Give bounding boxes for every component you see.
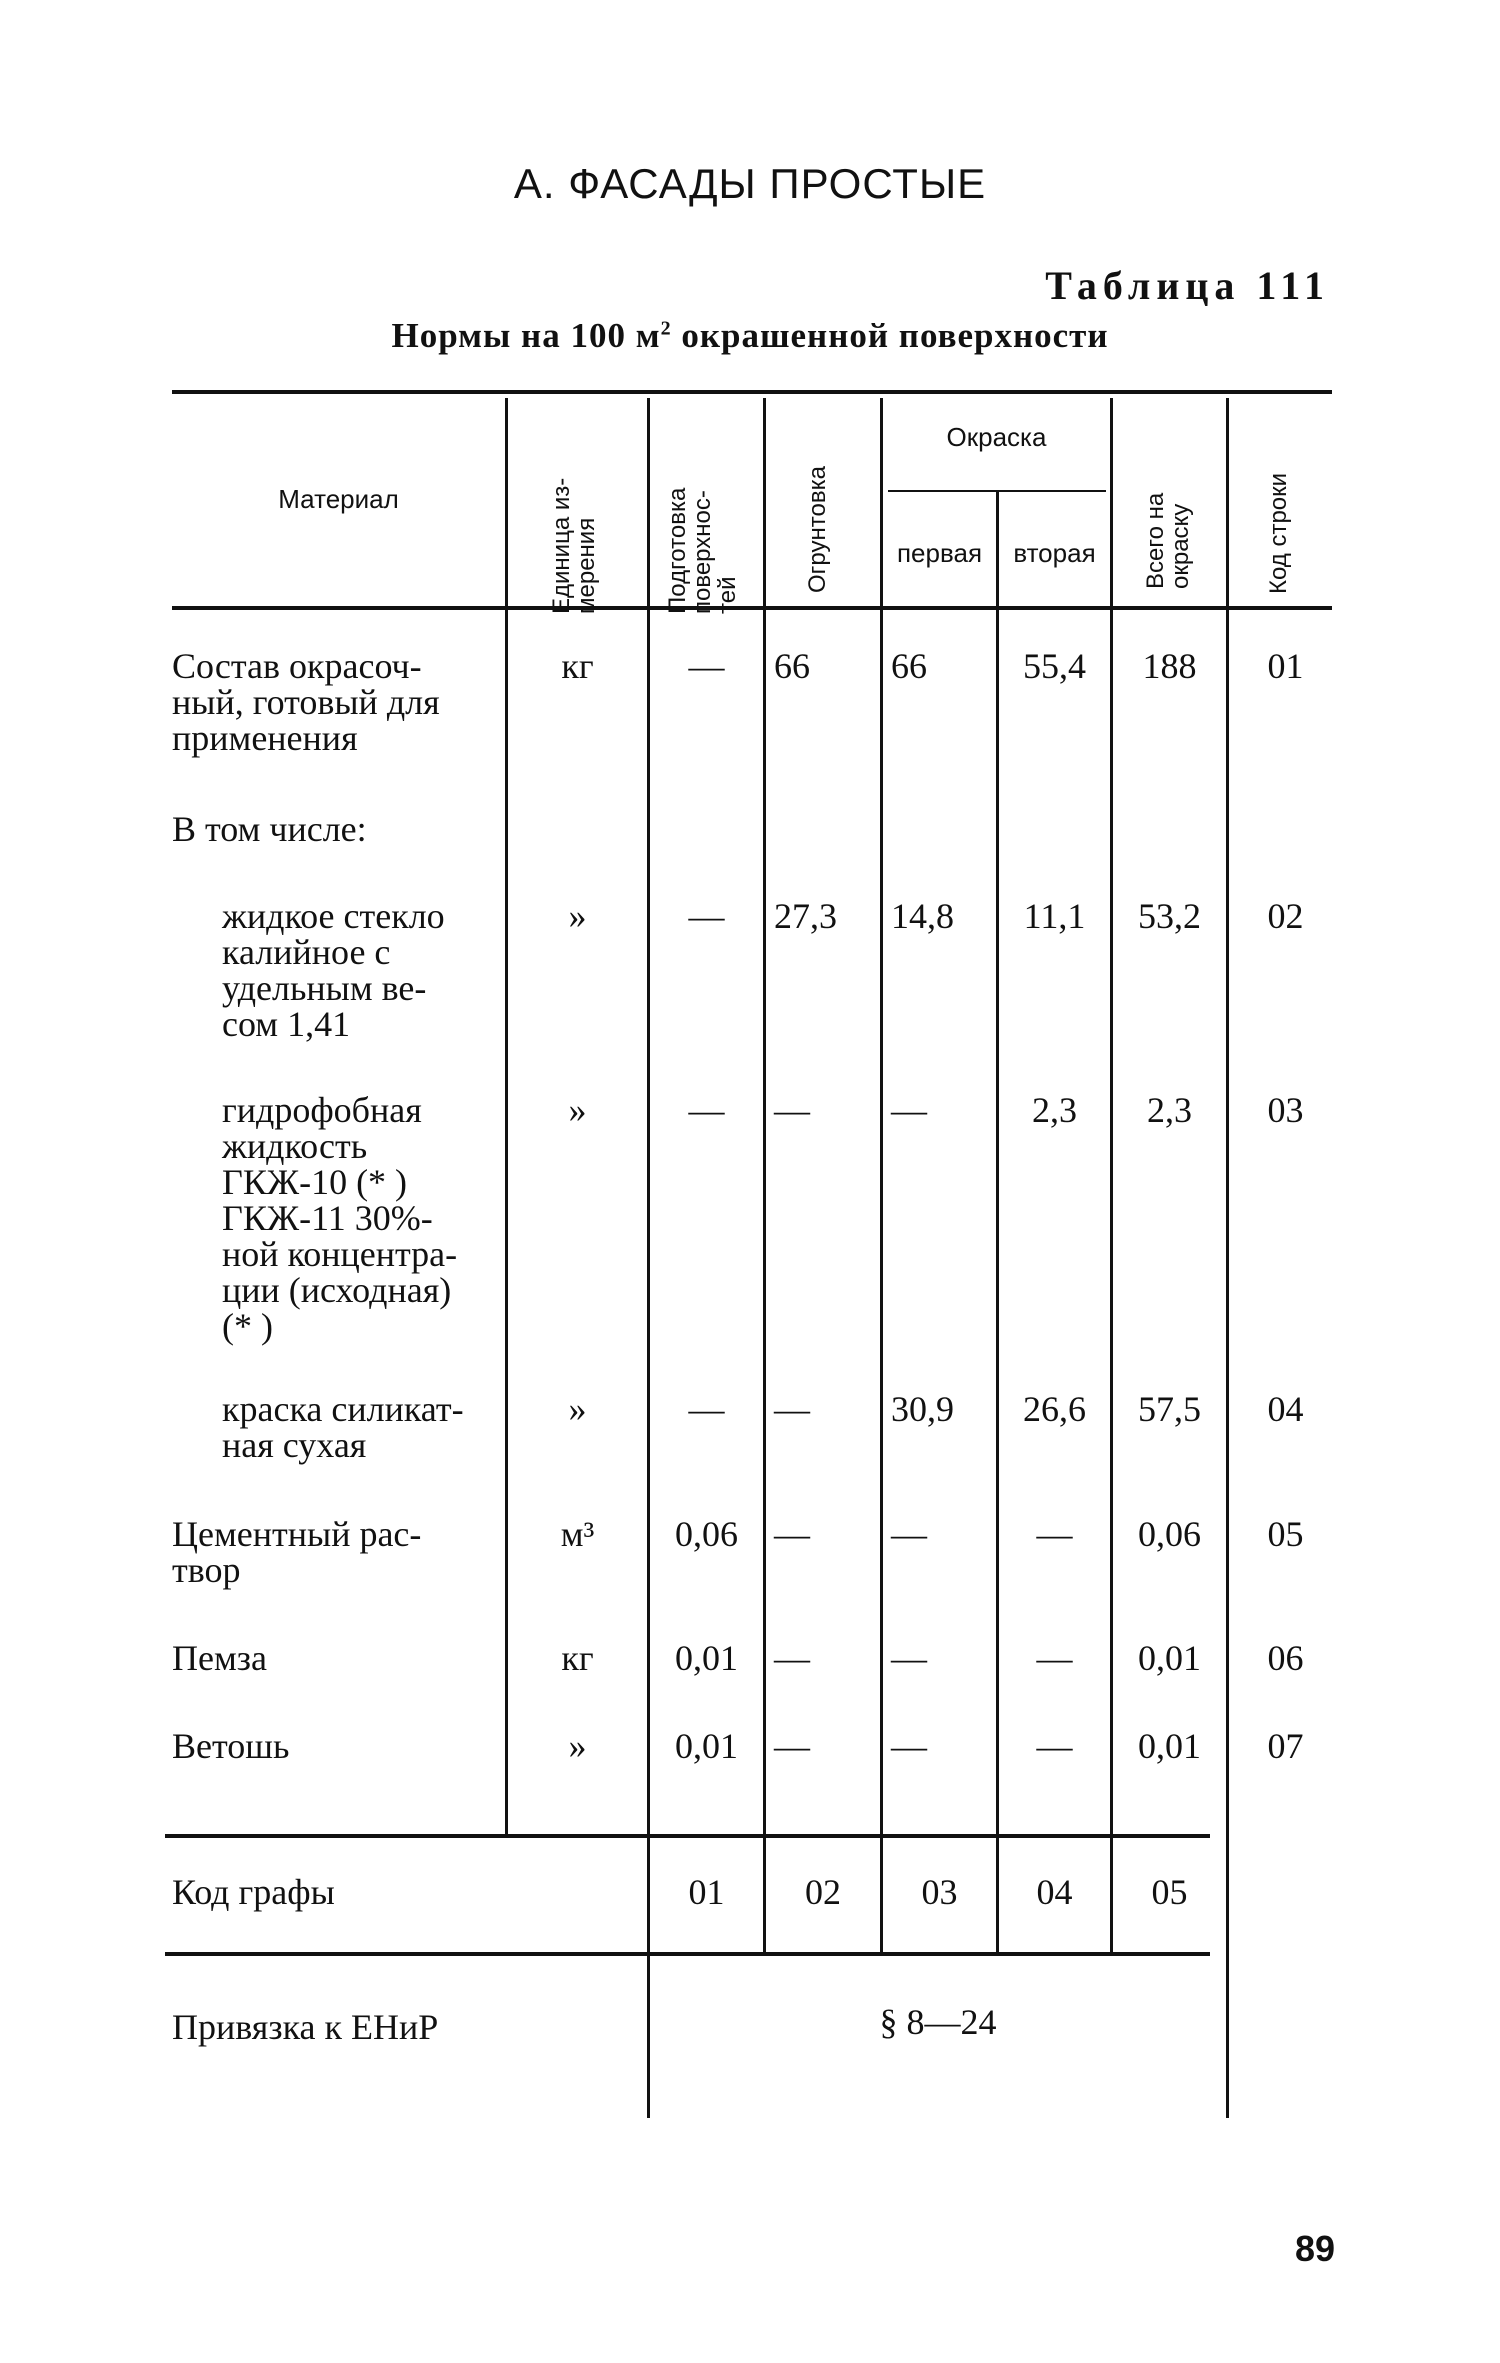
row-material: гидрофобная жидкость ГКЖ-10 (* ) ГКЖ-11 30%- ной концентра- ции (исходная) (* ) <box>222 1090 458 1346</box>
body-bottom-rule <box>165 1834 1210 1838</box>
header-bottom-rule <box>172 606 1332 610</box>
enir-label: Привязка к ЕНиР <box>172 2007 439 2047</box>
row-prep: — <box>688 1090 725 1130</box>
norms-caption-prefix: Нормы на 100 м <box>391 316 661 355</box>
row-total: 57,5 <box>1138 1389 1201 1429</box>
page-number: 89 <box>1294 2228 1335 2269</box>
column-codes-label: Код графы <box>172 1872 335 1912</box>
vline-first <box>880 398 883 1956</box>
row-material: краска силикат- ная сухая <box>222 1389 464 1465</box>
row-second: 26,6 <box>1023 1389 1086 1429</box>
row-material: Состав окрасоч- ный, готовый для применения <box>172 646 440 758</box>
header-second: вторая <box>1013 538 1096 568</box>
row-prep: 0,06 <box>675 1514 738 1554</box>
row-total: 0,06 <box>1138 1514 1201 1554</box>
header-painting: Окраска <box>946 422 1047 452</box>
row-primer: — <box>774 1514 810 1554</box>
row-primer: — <box>774 1726 810 1766</box>
row-prep: — <box>688 896 725 936</box>
row-code: 07 <box>1267 1726 1304 1766</box>
row-code: 02 <box>1267 896 1304 936</box>
column-code-value: 05 <box>1151 1872 1188 1912</box>
table-top-rule <box>172 390 1332 394</box>
row-total: 2,3 <box>1147 1090 1192 1130</box>
vline-primer <box>763 398 766 1956</box>
row-code: 06 <box>1267 1638 1304 1678</box>
header-primer: Огрунтовка <box>804 466 831 593</box>
header-material: Материал <box>278 484 399 514</box>
norms-caption-sup: 2 <box>660 317 672 340</box>
column-code-value: 02 <box>805 1872 841 1912</box>
column-code-value: 03 <box>921 1872 958 1912</box>
header-code: Код строки <box>1265 472 1292 594</box>
row-first: — <box>891 1090 927 1130</box>
table-label: Таблица 111 <box>1045 263 1330 308</box>
row-second: 2,3 <box>1032 1090 1077 1130</box>
row-total: 0,01 <box>1138 1638 1201 1678</box>
row-code: 01 <box>1267 646 1304 686</box>
row-prep: — <box>688 1389 725 1429</box>
row-primer: — <box>774 1638 810 1678</box>
row-prep: — <box>688 646 725 686</box>
header-unit: Единица из- мерения <box>548 477 600 614</box>
row-material: Цементный рас- твор <box>172 1514 422 1590</box>
row-second: — <box>1036 1638 1073 1678</box>
row-unit: » <box>568 1389 587 1429</box>
row-code: 05 <box>1267 1514 1304 1554</box>
header-total: Всего на окраску <box>1142 492 1194 589</box>
row-second: 55,4 <box>1023 646 1086 686</box>
row-unit: кг <box>561 646 594 686</box>
row-second: 11,1 <box>1023 896 1086 936</box>
section-title: А. ФАСАДЫ ПРОСТЫЕ <box>513 160 987 207</box>
header-first: первая <box>896 538 983 568</box>
row-total: 53,2 <box>1138 896 1201 936</box>
vline-total <box>1110 398 1113 1956</box>
header-prep: Подготовка поверхнос- тей <box>664 487 741 614</box>
row-unit: » <box>568 896 587 936</box>
row-unit: м³ <box>560 1514 595 1554</box>
row-total: 0,01 <box>1138 1726 1201 1766</box>
row-prep: 0,01 <box>675 1638 738 1678</box>
row-second: — <box>1036 1514 1073 1554</box>
row-prep: 0,01 <box>675 1726 738 1766</box>
row-material: жидкое стекло калийное с удельным ве- сом 1,41 <box>222 896 445 1044</box>
row-first: — <box>891 1726 927 1766</box>
norms-caption-suffix: окрашенной поверхности <box>671 316 1109 355</box>
row-primer: 27,3 <box>774 896 837 936</box>
enir-value: § 8—24 <box>879 2002 997 2042</box>
norms-caption <box>0 316 1500 356</box>
row-code: 04 <box>1267 1389 1304 1429</box>
row-total: 188 <box>1142 646 1197 686</box>
row-first: — <box>891 1514 927 1554</box>
row-material: Ветошь <box>172 1726 290 1766</box>
row-material: В том числе: <box>172 809 367 849</box>
row-first: 30,9 <box>891 1389 954 1429</box>
row-primer: — <box>774 1090 810 1130</box>
row-first: — <box>891 1638 927 1678</box>
row-primer: 66 <box>774 646 810 686</box>
row-first: 14,8 <box>891 896 954 936</box>
codes-bottom-rule <box>165 1952 1210 1956</box>
row-primer: — <box>774 1389 810 1429</box>
row-second: — <box>1036 1726 1073 1766</box>
row-first: 66 <box>891 646 927 686</box>
row-material: Пемза <box>172 1638 267 1678</box>
column-code-value: 04 <box>1036 1872 1073 1912</box>
row-unit: кг <box>561 1638 594 1678</box>
column-code-value: 01 <box>688 1872 725 1912</box>
row-unit: » <box>568 1090 587 1130</box>
row-code: 03 <box>1267 1090 1304 1130</box>
row-unit: » <box>568 1726 587 1766</box>
